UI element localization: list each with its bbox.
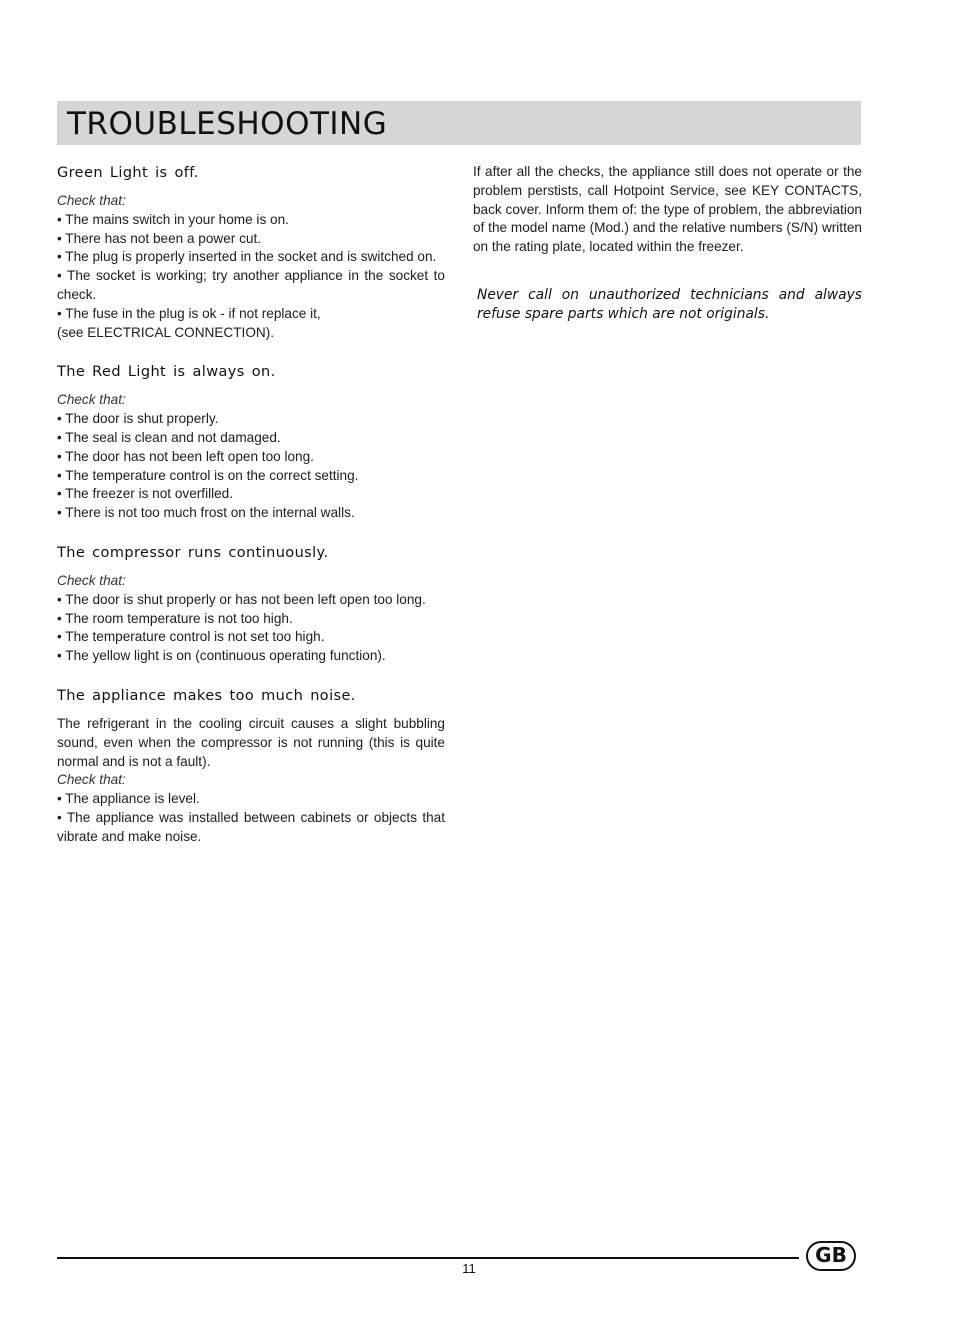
list-item: • The temperature control is not set too high. — [57, 629, 325, 645]
check-label: Check that: — [57, 193, 126, 208]
language-badge: GB — [806, 1241, 856, 1271]
list-item: • The mains switch in your home is on. — [57, 211, 289, 227]
list-item: • There has not been a power cut. — [57, 230, 262, 246]
section-body — [57, 192, 445, 342]
section-heading: The appliance makes too much noise. — [57, 687, 356, 704]
section-heading: Green Light is off. — [57, 165, 199, 181]
list-item: • There is not too much frost on the internal walls. — [57, 505, 355, 521]
section-intro: The refrigerant in the cooling circuit causes a slight bubbling sound, even when the compressor is not running (this is quite normal and is not a fault). — [57, 715, 445, 769]
list-item: • The temperature control is on the correct setting. — [57, 467, 359, 483]
section-compressor — [57, 543, 445, 666]
section-body — [57, 391, 445, 523]
page-title: TROUBLESHOOTING — [67, 106, 388, 142]
service-paragraph: If after all the checks, the appliance still does not operate or the problem perstists, call Hotpoint Service, see KEY CONTACTS, back cover. Inform them of: the type of problem, the abbreviation of the model name (Mod.) and the relative numbers (S/N) written on the rating plate, located within the freezer. — [473, 164, 862, 255]
list-item: • The appliance is level. — [57, 791, 200, 807]
list-item: • The socket is working; try another appliance in the socket to check. — [57, 268, 445, 302]
check-label: Check that: — [57, 572, 126, 588]
left-column — [57, 163, 445, 847]
list-item: • The plug is properly inserted in the socket and is switched on. — [57, 249, 437, 265]
section-heading: The Red Light is always on. — [57, 364, 276, 381]
section-heading: The compressor runs continuously. — [57, 544, 329, 561]
list-item: • The appliance was installed between cabinets or objects that vibrate and make noise. — [57, 809, 445, 844]
warning-note: Never call on unauthorized technicians and always refuse spare parts which are not originals. — [477, 286, 862, 322]
list-item: • The door is shut properly or has not been left open too long. — [57, 591, 426, 607]
list-item: • The room temperature is not too high. — [57, 610, 293, 626]
section-red-light — [57, 362, 445, 523]
check-label: Check that: — [57, 772, 126, 788]
list-item: • The door has not been left open too long. — [57, 448, 314, 464]
list-item: • The door is shut properly. — [57, 411, 219, 427]
section-noise — [57, 686, 445, 847]
list-item: • The fuse in the plug is ok - if not replace it, — [57, 305, 321, 321]
check-label: Check that: — [57, 392, 126, 408]
footer-rule — [57, 1257, 799, 1259]
section-body — [57, 715, 445, 847]
title-band — [57, 101, 861, 145]
section-green-light — [57, 163, 445, 342]
right-column — [473, 163, 862, 324]
section-body — [57, 572, 445, 666]
list-item: (see ELECTRICAL CONNECTION). — [57, 324, 275, 340]
list-item: • The seal is clean and not damaged. — [57, 429, 281, 445]
list-item: • The yellow light is on (continuous operating function). — [57, 648, 386, 664]
page-number: 11 — [462, 1261, 476, 1276]
list-item: • The freezer is not overfilled. — [57, 486, 234, 502]
